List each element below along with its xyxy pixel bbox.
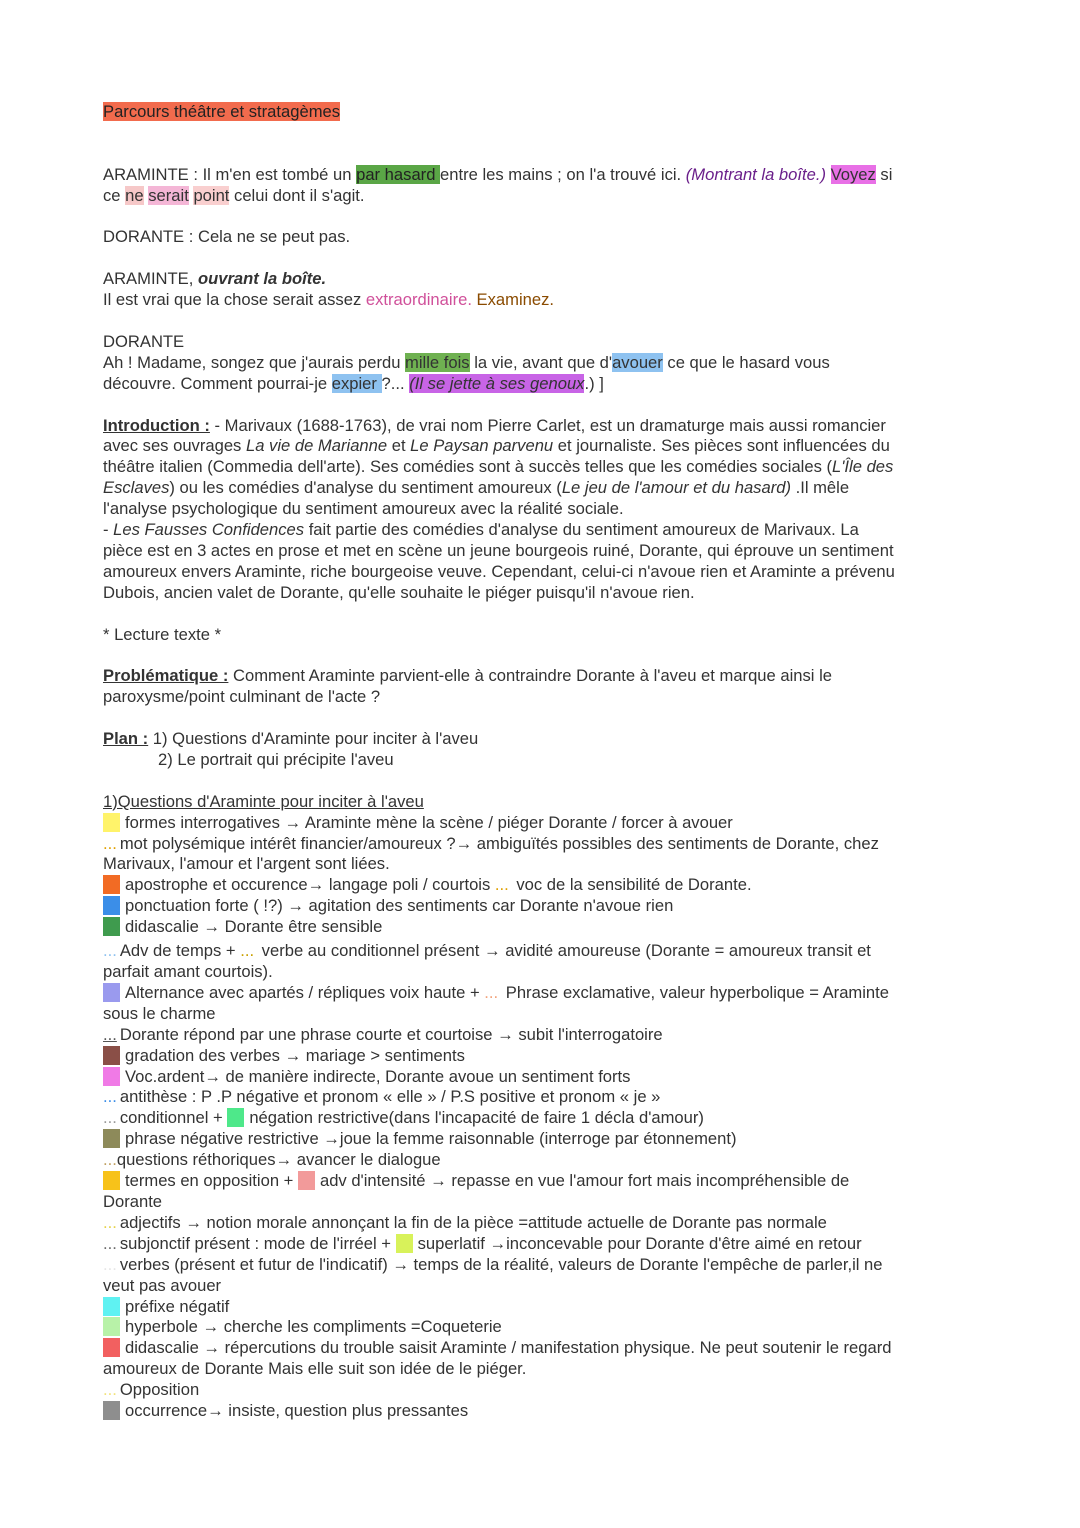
page-title: Parcours théâtre et stratagèmes: [103, 102, 341, 121]
document-content: [103, 102, 983, 1422]
excerpt-line: DORANTE : Cela ne se peut pas.: [103, 227, 351, 247]
list-item: Alternance avec apartés / répliques voix haute + ... Phrase exclamative, valeur hyperbolique = Araminte: [103, 983, 983, 1004]
excerpt-line: Il est vrai que la chose serait assez extraordinaire. Examinez.: [103, 290, 555, 310]
color-swatch: [103, 1317, 120, 1336]
excerpt-line: ARAMINTE, ouvrant la boîte.: [103, 269, 327, 289]
list-item: ... conditionnel + négation restrictive(dans l'incapacité de faire 1 décla d'amour): [103, 1108, 704, 1128]
list-item: apostrophe et occurence→ langage poli / courtois ... voc de la sensibilité de Dorante.: [103, 875, 983, 896]
excerpt-line: ARAMINTE : Il m'en est tombé un par hasard entre les mains ; on l'a trouvé ici. (Montrant la boîte.) Voyez si: [103, 164, 893, 184]
list-item: ... subjonctif présent : mode de l'irréel + superlatif →inconcevable pour Dorante d'être aimé en retour: [103, 1233, 862, 1253]
list-item: termes en opposition + adv d'intensité → repasse en vue l'amour fort mais incompréhensible de: [103, 1171, 983, 1192]
color-swatch: [103, 896, 120, 915]
list-item: hyperbole → cherche les compliments =Coqueterie: [103, 1317, 983, 1338]
intro-paragraph: - Les Fausses Confidences fait partie des comédies d'analyse du sentiment amoureux de Marivaux. La: [103, 520, 859, 540]
color-swatch: [298, 1171, 315, 1190]
color-swatch: [103, 917, 120, 936]
list-item: occurrence→ insiste, question plus pressantes: [103, 1401, 983, 1422]
color-swatch: [103, 1338, 120, 1357]
list-item: gradation des verbes → mariage > sentiments: [103, 1046, 983, 1067]
color-swatch: [103, 1129, 120, 1148]
list-item: ponctuation forte ( !?) → agitation des sentiments car Dorante n'avoue rien: [103, 896, 983, 917]
list-item: phrase négative restrictive →joue la femme raisonnable (interroge par étonnement): [103, 1129, 983, 1150]
color-swatch: [103, 983, 120, 1002]
list-item: Marivaux, l'amour et l'argent sont liées.: [103, 854, 390, 874]
problematique: paroxysme/point culminant de l'acte ?: [103, 687, 381, 707]
intro-paragraph: Dubois, ancien valet de Dorante, qu'elle souhaite le piéger puisqu'il n'avoue rien.: [103, 582, 695, 602]
lecture-note: * Lecture texte *: [103, 624, 222, 644]
list-item: Dorante: [103, 1191, 163, 1211]
intro-paragraph: Esclaves) ou les comédies d'analyse du sentiment amoureux (Le jeu de l'amour et du hasard) .Il mêle: [103, 478, 850, 498]
list-item: Voc.ardent→ de manière indirecte, Dorante avoue un sentiment forts: [103, 1067, 983, 1088]
intro-paragraph: avec ses ouvrages La vie de Marianne et Le Paysan parvenu et journaliste. Ses pièces sont influencées du: [103, 436, 890, 456]
excerpt-line: découvre. Comment pourrai-je expier ?... (Il se jette à ses genoux.) ]: [103, 373, 604, 393]
color-swatch: [103, 813, 120, 832]
intro-paragraph: Introduction : - Marivaux (1688-1763), de vrai nom Pierre Carlet, est un dramaturge mais aussi romancier: [103, 415, 886, 435]
color-swatch: [103, 875, 120, 894]
color-swatch: [103, 1046, 120, 1065]
color-swatch: [227, 1108, 244, 1127]
list-item: ... Opposition: [103, 1380, 200, 1400]
plan: 2) Le portrait qui précipite l'aveu: [158, 749, 394, 769]
list-item: ... Dorante répond par une phrase courte et courtoise → subit l'interrogatoire: [103, 1024, 663, 1044]
list-item: veut pas avouer: [103, 1275, 222, 1295]
excerpt-line: Ah ! Madame, songez que j'aurais perdu mille fois la vie, avant que d'avouer ce que le hasard vous: [103, 352, 830, 372]
section-heading: 1)Questions d'Araminte pour inciter à l'aveu: [103, 791, 424, 811]
list-item: ...questions réthoriques→ avancer le dialogue: [103, 1150, 441, 1170]
list-item: ... Adv de temps + ... verbe au conditionnel présent → avidité amoureuse (Dorante = amoureux transit et: [103, 941, 871, 961]
intro-paragraph: l'analyse psychologique du sentiment amoureux avec la réalité sociale.: [103, 499, 624, 519]
list-item: ... adjectifs → notion morale annonçant la fin de la pièce =attitude actuelle de Dorante pas normale: [103, 1212, 827, 1232]
list-item: sous le charme: [103, 1003, 216, 1023]
list-item: didascalie → répercutions du trouble saisit Araminte / manifestation physique. Ne peut soutenir le regard: [103, 1338, 983, 1359]
color-swatch: [396, 1234, 413, 1253]
list-item: ... verbes (présent et futur de l'indicatif) → temps de la réalité, valeurs de Dorante l'empêche de parler,il ne: [103, 1254, 883, 1274]
list-item: préfixe négatif: [103, 1297, 983, 1318]
problematique: Problématique : Comment Araminte parvient-elle à contraindre Dorante à l'aveu et marque ainsi le: [103, 666, 833, 686]
list-item: didascalie → Dorante être sensible: [103, 917, 983, 938]
color-swatch: [103, 1067, 120, 1086]
intro-paragraph: amoureux envers Araminte, riche bourgeoise veuve. Cependant, celui-ci n'avoue rien et Araminte a prévenu: [103, 561, 895, 581]
list-item: formes interrogatives → Araminte mène la scène / piéger Dorante / forcer à avouer: [103, 813, 983, 834]
list-item: amoureux de Dorante Mais elle suit son idée de le piéger.: [103, 1359, 527, 1379]
color-swatch: [103, 1297, 120, 1316]
intro-paragraph: théâtre italien (Commedia dell'arte). Ses comédies sont à succès telles que les comédies sociales (L'Île des: [103, 457, 894, 477]
color-swatch: [103, 1171, 120, 1190]
list-item: parfait amant courtois).: [103, 962, 273, 981]
intro-paragraph: pièce est en 3 actes en prose et met en scène un jeune bourgeois ruiné, Dorante, qui éprouve un sentiment: [103, 540, 894, 560]
plan: Plan : 1) Questions d'Araminte pour inciter à l'aveu: [103, 729, 479, 749]
excerpt-line: ce ne serait point celui dont il s'agit.: [103, 185, 365, 205]
color-swatch: [103, 1401, 120, 1420]
list-item: ... antithèse : P .P négative et pronom « elle » / P.S positive et pronom « je »: [103, 1087, 661, 1107]
excerpt-line: DORANTE: [103, 331, 185, 351]
list-item: ... mot polysémique intérêt financier/amoureux ?→ ambiguïtés possibles des sentiments de Dorante, chez: [103, 833, 879, 853]
